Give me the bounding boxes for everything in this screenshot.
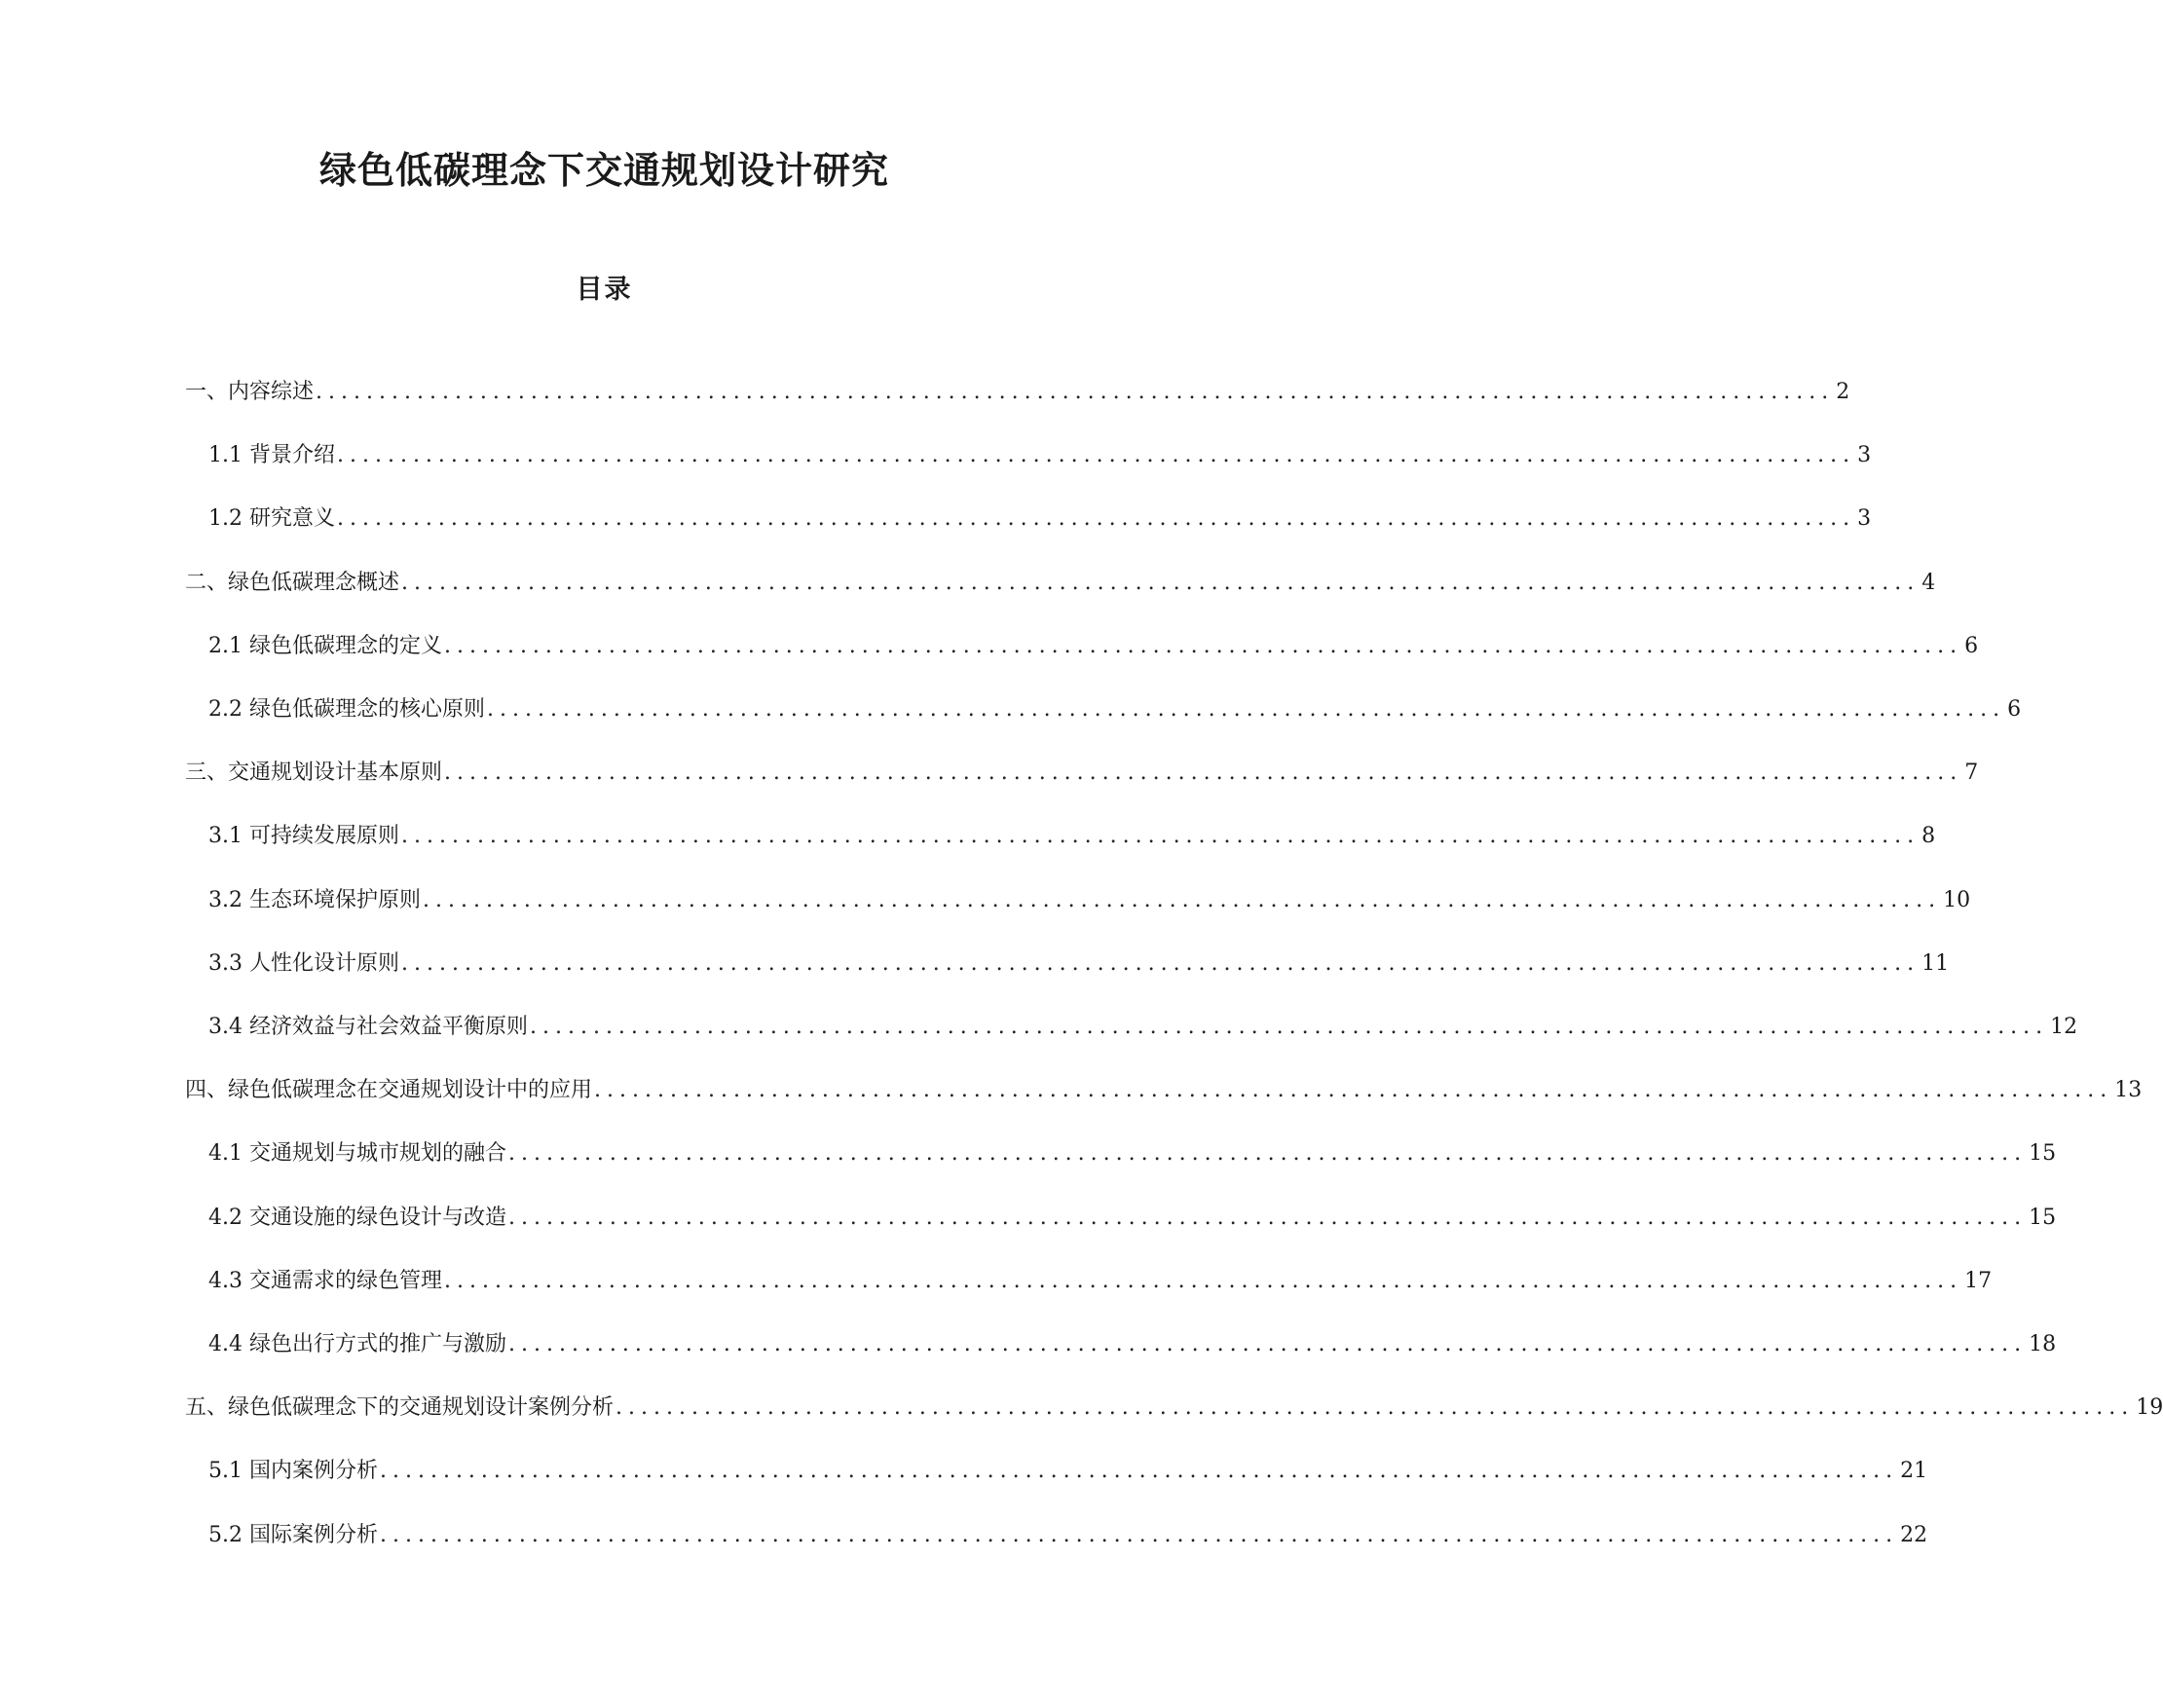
toc-heading: 目录 (576, 275, 633, 305)
toc-entry[interactable] (208, 1455, 1928, 1488)
toc-entry-label: 3.2 生态环境保护原则 (208, 888, 421, 912)
toc-leader-dots: ........................................................................................................................ (379, 1459, 1899, 1483)
toc-entry-page-number: 6 (1964, 634, 1979, 658)
toc-leader-dots: ........................................................................................................................ (400, 824, 1921, 848)
toc-entry-label: 2.1 绿色低碳理念的定义 (208, 634, 442, 658)
toc-entry[interactable] (208, 439, 1872, 472)
toc-entry-page-number: 13 (2114, 1078, 2143, 1102)
toc-entry-page-number: 2 (1836, 380, 1850, 404)
toc-entry-label: 5.1 国内案例分析 (208, 1459, 378, 1483)
toc-entry-page-number: 22 (1900, 1523, 1928, 1547)
toc-entry-label: 5.2 国际案例分析 (208, 1523, 378, 1547)
toc-entry-page-number: 18 (2029, 1332, 2057, 1356)
toc-entry-label: 四、绿色低碳理念在交通规划设计中的应用 (185, 1078, 593, 1102)
toc-entry-label: 一、内容综述 (185, 380, 315, 404)
toc-leader-dots: ........................................................................................................................ (316, 380, 1835, 404)
toc-entry-page-number: 19 (2136, 1395, 2163, 1420)
toc-leader-dots: ........................................................................................................................ (444, 761, 1963, 785)
toc-entry[interactable] (185, 1392, 2163, 1425)
toc-entry-label: 3.1 可持续发展原则 (208, 824, 399, 848)
toc-entry[interactable] (185, 757, 1979, 790)
toc-entry-page-number: 17 (1964, 1269, 1993, 1293)
toc-entry-page-number: 11 (1921, 951, 1950, 976)
toc-entry-label: 4.3 交通需求的绿色管理 (208, 1269, 442, 1293)
toc-entry-page-number: 15 (2029, 1206, 2057, 1230)
toc-entry-page-number: 3 (1857, 506, 1872, 531)
toc-entry[interactable] (208, 1328, 2057, 1361)
toc-entry-label: 2.2 绿色低碳理念的核心原则 (208, 697, 485, 722)
toc-entry[interactable] (208, 884, 1971, 917)
toc-entry-page-number: 4 (1921, 571, 1936, 595)
toc-entry-page-number: 12 (2050, 1015, 2078, 1039)
toc-leader-dots: ........................................................................................................................ (401, 571, 1921, 595)
toc-leader-dots: ........................................................................................................................ (507, 1141, 2028, 1166)
toc-entry-page-number: 3 (1857, 443, 1872, 467)
toc-entry-page-number: 6 (2007, 697, 2022, 722)
toc-entry-page-number: 15 (2029, 1141, 2057, 1166)
toc-entry[interactable] (208, 1011, 2078, 1044)
toc-entry[interactable] (208, 502, 1872, 536)
toc-leader-dots: ........................................................................................................................ (379, 1523, 1899, 1547)
toc-entry[interactable] (208, 1519, 1928, 1552)
toc-entry-label: 1.2 研究意义 (208, 506, 335, 531)
toc-leader-dots: ........................................................................................................................ (422, 888, 1942, 912)
toc-entry-page-number: 10 (1943, 888, 1971, 912)
toc-entry[interactable] (208, 630, 1979, 663)
toc-entry[interactable] (185, 1074, 2143, 1107)
toc-entry[interactable] (208, 1202, 2057, 1235)
toc-entry-label: 五、绿色低碳理念下的交通规划设计案例分析 (185, 1395, 615, 1420)
toc-entry[interactable] (208, 1265, 1993, 1298)
toc-entry-label: 4.4 绿色出行方式的推广与激励 (208, 1332, 506, 1356)
toc-leader-dots: ........................................................................................................................ (443, 634, 1963, 658)
toc-entry-label: 二、绿色低碳理念概述 (185, 571, 400, 595)
toc-entry-page-number: 7 (1964, 761, 1979, 785)
toc-leader-dots: ........................................................................................................................ (529, 1015, 2049, 1039)
toc-entry-label: 4.1 交通规划与城市规划的融合 (208, 1141, 506, 1166)
toc-entry-label: 1.1 背景介绍 (208, 443, 335, 467)
toc-leader-dots: ........................................................................................................................ (486, 697, 2006, 722)
toc-entry-label: 3.3 人性化设计原则 (208, 951, 399, 976)
toc-entry[interactable] (208, 947, 1950, 981)
toc-leader-dots: ........................................................................................................................ (507, 1206, 2028, 1230)
toc-entry[interactable] (185, 376, 1850, 409)
toc-leader-dots: ........................................................................................................................ (594, 1078, 2113, 1102)
toc-entry[interactable] (208, 693, 2022, 726)
toc-entry[interactable] (185, 567, 1936, 600)
document-title: 绿色低碳理念下交通规划设计研究 (318, 148, 889, 192)
toc-entry-label: 三、交通规划设计基本原则 (185, 761, 443, 785)
toc-leader-dots: ........................................................................................................................ (443, 1269, 1963, 1293)
toc-entry-label: 3.4 经济效益与社会效益平衡原则 (208, 1015, 528, 1039)
toc-leader-dots: ........................................................................................................................ (507, 1332, 2028, 1356)
toc-entry-page-number: 8 (1921, 824, 1936, 848)
toc-entry[interactable] (208, 1137, 2057, 1170)
toc-entry-label: 4.2 交通设施的绿色设计与改造 (208, 1206, 506, 1230)
toc-leader-dots: ........................................................................................................................ (400, 951, 1921, 976)
toc-entry[interactable] (208, 820, 1936, 853)
toc-leader-dots: ........................................................................................................................ (336, 506, 1856, 531)
toc-leader-dots: ........................................................................................................................ (615, 1395, 2135, 1420)
toc-leader-dots: ........................................................................................................................ (336, 443, 1856, 467)
toc-entry-page-number: 21 (1900, 1459, 1928, 1483)
